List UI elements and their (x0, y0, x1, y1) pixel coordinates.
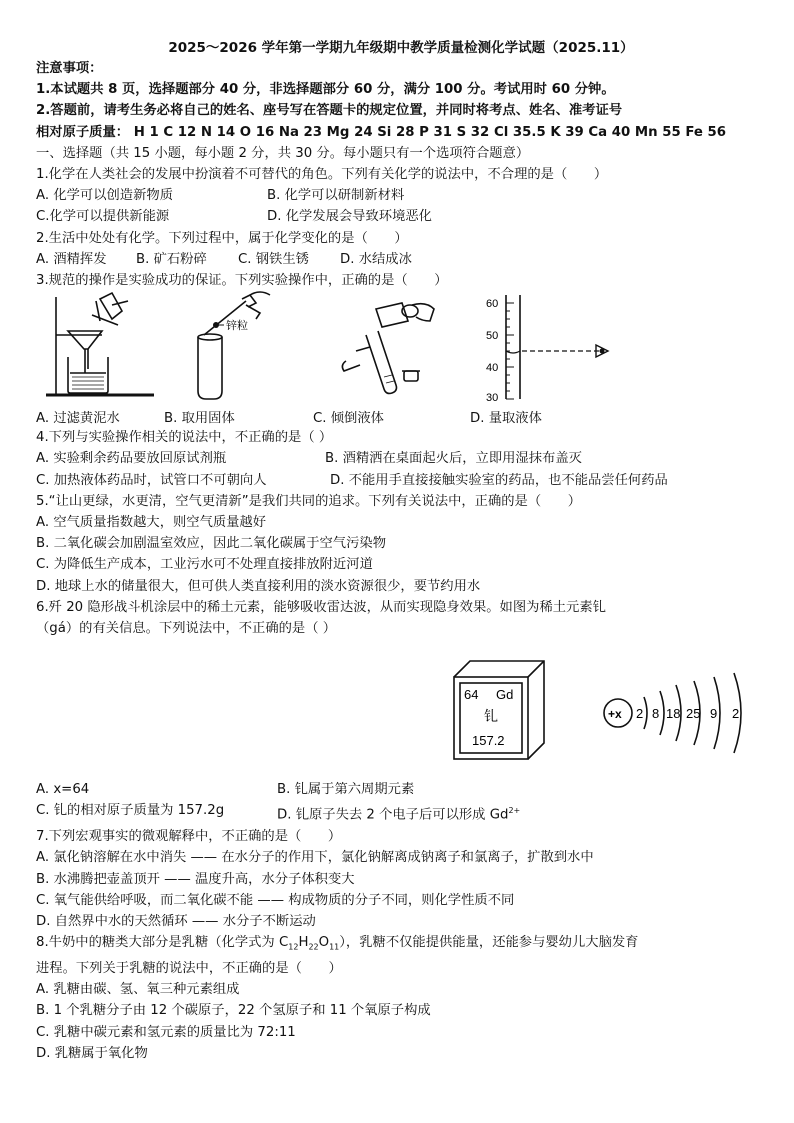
q8-stem-post: ），乳糖不仅能提供能量，还能参与婴幼儿大脑发育 (339, 935, 639, 951)
q6-stem-line2: （gá）的有关信息。下列说法中，不正确的是（ ） (36, 621, 337, 637)
q4-options-row1 (36, 448, 766, 469)
filtration-diagram (42, 291, 162, 403)
q1-option-d: D. 化学发展会导致环境恶化 (267, 209, 432, 225)
nucleus-charge: +x (608, 707, 622, 722)
q7-option-a: A. 氯化钠溶解在水中消失 —— 在水分子的作用下，氯化钠解离成钠离子和氯离子，扩散到水中 (36, 850, 594, 866)
q7-option-d: D. 自然界中水的天然循环 —— 水分子不断运动 (36, 913, 316, 929)
formula-h: H (298, 935, 309, 951)
q1-stem: 1.化学在人类社会的发展中扮演着不可替代的角色。下列有关化学的说法中，不合理的是（ ） (36, 167, 608, 183)
q1-options-row1 (36, 185, 766, 206)
q2-option-d: D. 水结成冰 (340, 251, 412, 267)
q7-stem: 7.下列宏观事实的微观解释中，不正确的是（ ） (36, 829, 342, 845)
q5-option-a: A. 空气质量指数越大，则空气质量越好 (36, 515, 267, 531)
notice-item-2: 2.答题前，请考生务必将自己的姓名、座号写在答题卡的规定位置，并同时将考点、姓名、准考证号 (36, 103, 623, 119)
cylinder-diagram (476, 291, 626, 403)
q4-option-d: D. 不能用手直接接触实验室的药品，也不能品尝任何药品 (330, 472, 668, 488)
formula-sub-c: 12 (288, 942, 299, 952)
q3-stem: 3.规范的操作是实验成功的保证。下列实验操作中，正确的是（ ） (36, 273, 448, 289)
shell-6-electrons: 2 (732, 706, 740, 722)
q3-option-b: B. 取用固体 (164, 411, 235, 427)
q7-option-c: C. 氧气能供给呼吸，而二氧化碳不能 —— 构成物质的分子不同，则化学性质不同 (36, 892, 515, 908)
shell-3-electrons: 18 (666, 706, 681, 722)
q6-figures (36, 639, 766, 779)
q8-option-b: B. 1 个乳糖分子由 12 个碳原子，22 个氢原子和 11 个氧原子构成 (36, 1003, 431, 1019)
cell-atomic-number: 64 (464, 687, 479, 703)
q3-option-c: C. 倾倒液体 (313, 411, 384, 427)
q6-option-b: B. 钆属于第六周期元素 (277, 782, 415, 798)
q3-option-d: D. 量取液体 (470, 411, 542, 427)
q3-captions (36, 405, 766, 427)
zinc-label: 锌粒 (226, 320, 248, 333)
q5-option-d: D. 地球上水的储量很大，但可供人类直接利用的淡水资源很少，要节约用水 (36, 578, 481, 594)
q5-option-c: C. 为降低生产成本，工业污水可不处理直接排放附近河道 (36, 557, 373, 573)
q5-stem: 5.“让山更绿，水更清，空气更清新”是我们共同的追求。下列有关说法中，正确的是（ ） (36, 493, 582, 509)
q6-stem-line1: 6.歼 20 隐形战斗机涂层中的稀土元素，能够吸收雷达波，从而实现隐身效果。如图为稀土元素钆 (36, 599, 606, 615)
shell-2-electrons: 8 (652, 706, 660, 722)
shell-5-electrons: 9 (710, 706, 718, 722)
q8-option-c: C. 乳糖中碳元素和氢元素的质量比为 72:11 (36, 1024, 296, 1040)
exam-title: 2025～2026 学年第一学期九年级期中教学质量检测化学试题（2025.11） (168, 40, 634, 56)
q2-options (36, 249, 766, 270)
q5-option-b: B. 二氧化碳会加剧温室效应，因此二氧化碳属于空气污染物 (36, 536, 386, 552)
q1-option-a: A. 化学可以创造新物质 (36, 188, 173, 204)
q4-option-a: A. 实验剩余药品要放回原试剂瓶 (36, 451, 227, 467)
notice-item-1: 1.本试题共 8 页，选择题部分 40 分，非选择题部分 60 分，满分 100 分。考试用时 60 分钟。 (36, 82, 615, 98)
q3-figures (36, 291, 766, 405)
q8-option-d: D. 乳糖属于氧化物 (36, 1045, 148, 1061)
q8-option-a: A. 乳糖由碳、氢、氧三种元素组成 (36, 982, 240, 998)
atom-structure-diagram (596, 661, 766, 761)
cylinder-tick-50: 50 (486, 330, 499, 343)
section-heading: 一、选择题（共 15 小题，每小题 2 分，共 30 分。每小题只有一个选项符合题意） (36, 145, 530, 161)
exam-page (36, 38, 766, 1064)
q4-stem: 4.下列与实验操作相关的说法中，不正确的是（ ） (36, 430, 333, 446)
q4-option-b: B. 酒精洒在桌面起火后，立即用湿抹布盖灭 (325, 451, 582, 467)
formula-o: O (318, 935, 330, 951)
q6-option-d-charge: 2+ (508, 806, 521, 816)
cylinder-tick-40: 40 (486, 362, 499, 375)
formula-sub-h: 22 (308, 942, 319, 952)
q6-option-d (277, 800, 520, 826)
q8-stem-line1 (36, 932, 766, 958)
q2-option-b: B. 矿石粉碎 (136, 251, 207, 267)
q6-option-d-text: D. 钆原子失去 2 个电子后可以形成 Gd (277, 807, 509, 823)
q6-option-c: C. 钆的相对原子质量为 157.2g (36, 803, 225, 819)
formula-sub-o: 11 (329, 942, 340, 952)
q4-options-row2 (36, 470, 766, 491)
q1-options-row2 (36, 206, 766, 227)
cell-mass: 157.2 (472, 733, 505, 749)
cell-name: 钆 (484, 708, 498, 725)
q8-stem-pre: 8.牛奶中的糖类大部分是乳糖（化学式为 C (36, 935, 289, 951)
shell-4-electrons: 25 (686, 706, 701, 722)
pouring-diagram (326, 291, 446, 403)
element-cell-diagram (446, 655, 546, 765)
q6-options-row2 (36, 800, 766, 826)
q4-option-c: C. 加热液体药品时，试管口不可朝向人 (36, 472, 267, 488)
q6-options-row1 (36, 779, 766, 800)
q2-option-a: A. 酒精挥发 (36, 251, 107, 267)
q1-option-c: C.化学可以提供新能源 (36, 209, 170, 225)
q1-option-b: B. 化学可以研制新材料 (267, 188, 405, 204)
solid-sample-diagram (186, 291, 306, 403)
q7-option-b: B. 水沸腾把壶盖顶开 —— 温度升高，水分子体积变大 (36, 871, 355, 887)
q3-option-a: A. 过滤黄泥水 (36, 411, 120, 427)
notice-heading: 注意事项： (36, 61, 103, 76)
q6-option-a: A. x=64 (36, 782, 90, 798)
shell-1-electrons: 2 (636, 706, 644, 722)
q8-stem-line2: 进程。下列关于乳糖的说法中，不正确的是（ ） (36, 960, 342, 976)
atomic-mass-line: 相对原子质量： H 1 C 12 N 14 O 16 Na 23 Mg 24 Si 28 P 31 S 32 Cl 35.5 K 39 Ca 40 Mn 55 Fe 56 (36, 124, 727, 140)
cylinder-tick-60: 60 (486, 298, 499, 311)
q2-stem: 2.生活中处处有化学。下列过程中，属于化学变化的是（ ） (36, 230, 408, 246)
cell-symbol: Gd (496, 687, 514, 703)
q2-option-c: C. 钢铁生锈 (238, 251, 309, 267)
cylinder-tick-30: 30 (486, 392, 499, 404)
